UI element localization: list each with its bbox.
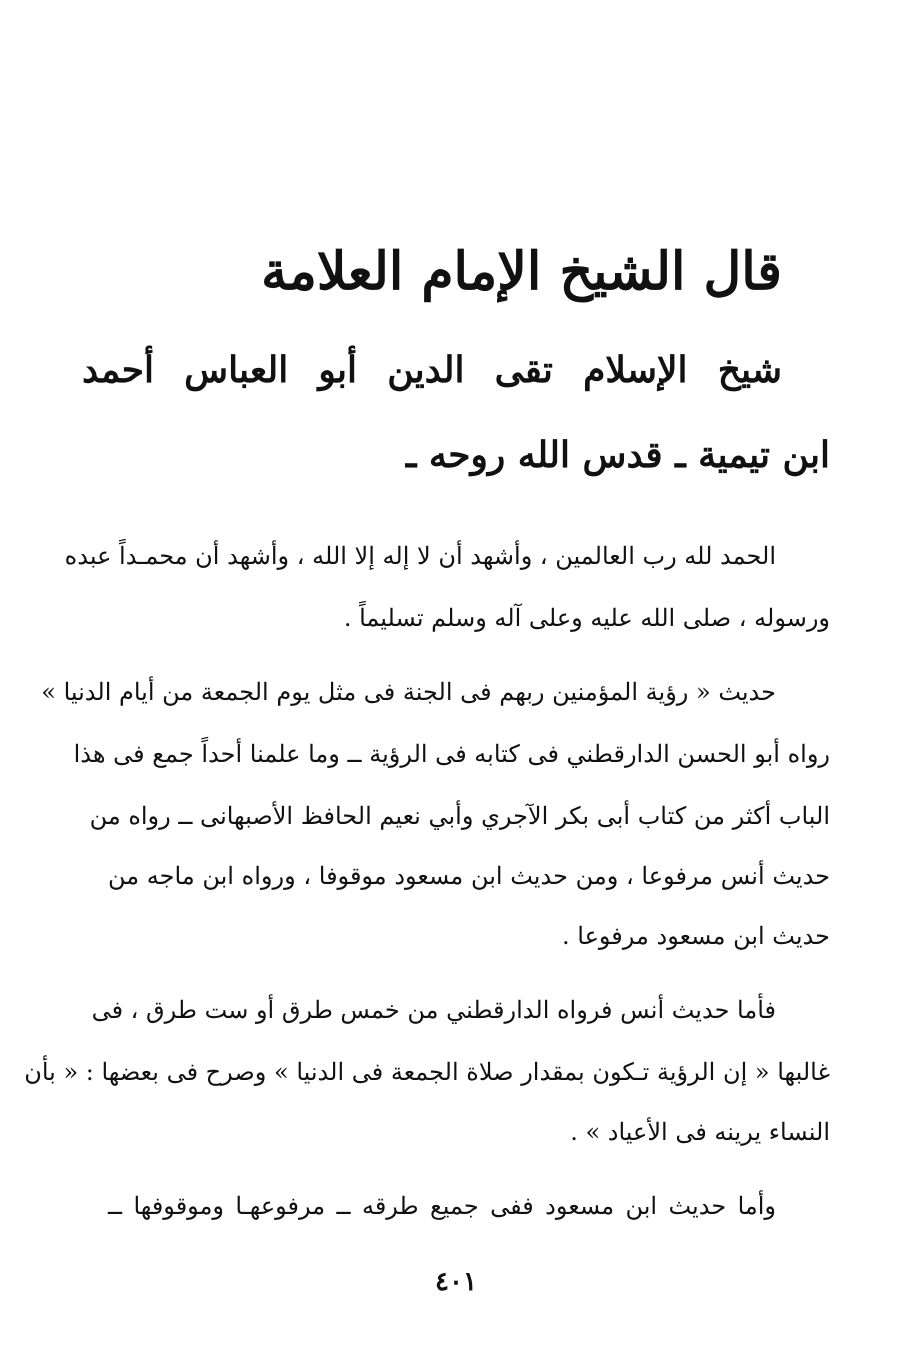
paragraph-3-line-3: النساء يرينه فى الأعياد » .	[570, 1118, 830, 1146]
title-line-2: شيخ الإسلام تقى الدين أبو العباس أحمد	[82, 349, 782, 391]
paragraph-2-line-1: حديث « رؤية المؤمنين ربهم فى الجنة فى مثل يوم الجمعة من أيام الدنيا »	[41, 678, 776, 706]
paragraph-1-line-1: الحمد لله رب العالمين ، وأشهد أن لا إله إلا الله ، وأشهد أن محمـداً عبده	[64, 542, 776, 570]
paragraph-2-line-2: رواه أبو الحسن الدارقطني فى كتابه فى الرؤية ــ وما علمنا أحداً جمع فى هذا	[73, 740, 830, 768]
paragraph-2-line-5: حديث ابن مسعود مرفوعا .	[562, 922, 830, 950]
paragraph-1-line-2: ورسوله ، صلى الله عليه وعلى آله وسلم تسليماً .	[343, 604, 830, 632]
paragraph-3-line-2: غالبها « إن الرؤية تـكون بمقدار صلاة الجمعة فى الدنيا » وصرح فى بعضها : « بأن	[24, 1058, 830, 1086]
paragraph-3-line-1: فأما حديث أنس فرواه الدارقطني من خمس طرق أو ست طرق ، فى	[91, 996, 776, 1024]
title-line-3: ابن تيمية ـ قدس الله روحه ـ	[405, 434, 830, 476]
paragraph-2-line-4: حديث أنس مرفوعا ، ومن حديث ابن مسعود موقوفا ، ورواه ابن ماجه من	[108, 862, 830, 890]
paragraph-4-line-1: وأما حديث ابن مسعود ففى جميع طرقه ــ مرفوعهـا وموقوفها ــ	[108, 1192, 776, 1220]
title-line-1: قال الشيخ الإمام العلامة	[261, 241, 782, 302]
page-number: ٤٠١	[435, 1267, 477, 1297]
paragraph-2-line-3: الباب أكثر من كتاب أبى بكر الآجري وأبي نعيم الحافظ الأصبهانى ــ رواه من	[89, 802, 830, 830]
